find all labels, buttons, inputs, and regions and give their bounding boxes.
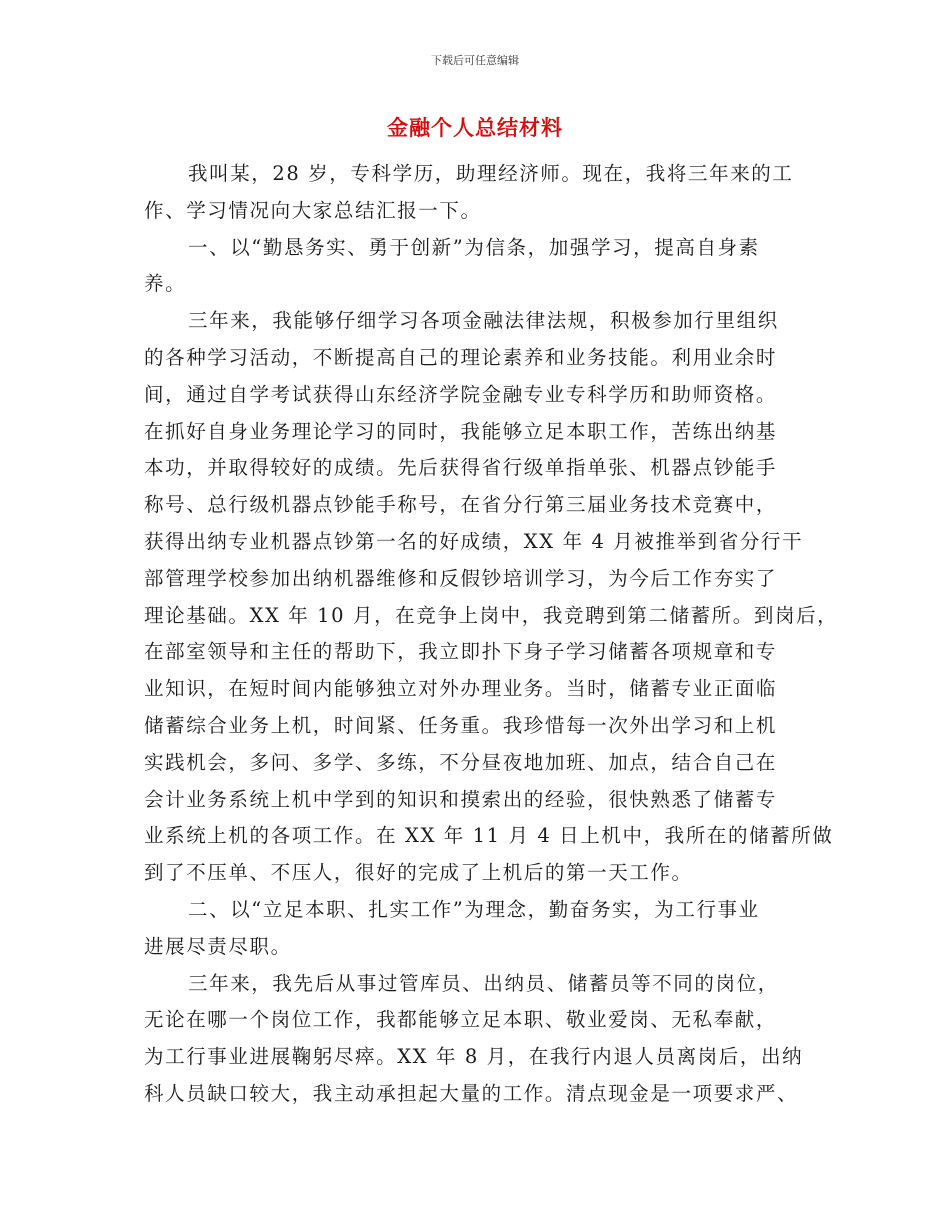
text-line: 三年来，我先后从事过管库员、出纳员、储蓄员等不同的岗位， — [188, 971, 779, 995]
text-line: 我叫某，28 岁，专科学历，助理经济师。现在，我将三年来的工 — [188, 162, 794, 185]
text-line: 实践机会，多问、多学、多练，不分昼夜地加班、加点，结合自己在 — [144, 750, 778, 774]
document-body — [144, 156, 839, 1113]
section-heading-line: 养。 — [144, 272, 187, 296]
page-header: 下载后可任意编辑 — [431, 54, 519, 67]
text-line: 称号、总行级机器点钞能手称号，在省分行第三届业务技术竞赛中， — [144, 493, 778, 517]
text-line: 三年来，我能够仔细学习各项金融法律法规，积极参加行里组织 — [188, 309, 779, 333]
text-line: 会计业务系统上机中学到的知识和摸索出的经验，很快熟悉了储蓄专 — [144, 787, 778, 811]
text-line: 为工行事业进展鞠躬尽瘁。XX 年 8 月，在我行内退人员离岗后，出纳 — [144, 1045, 804, 1069]
text-line: 在部室领导和主任的帮助下，我立即扑下身子学习储蓄各项规章和专 — [144, 640, 778, 664]
text-line: 作、学习情况向大家总结汇报一下。 — [144, 198, 482, 222]
text-line: 获得出纳专业机器点钞第一名的好成绩，XX 年 4 月被推举到省分行干 — [144, 529, 804, 553]
text-line: 的各种学习活动，不断提高自己的理论素养和业务技能。利用业余时 — [144, 345, 778, 369]
text-line: 在抓好自身业务理论学习的同时，我能够立足本职工作，苦练出纳基 — [144, 419, 778, 443]
text-line: 无论在哪一个岗位工作，我都能够立足本职、敬业爱岗、无私奉献， — [144, 1008, 778, 1032]
text-line: 到了不压单、不压人，很好的完成了上机后的第一天工作。 — [144, 861, 693, 885]
text-line: 业系统上机的各项工作。在 XX 年 11 月 4 日上机中，我所在的储蓄所做 — [144, 824, 834, 848]
document-title: 金融个人总结材料 — [387, 116, 563, 140]
text-line: 本功，并取得较好的成绩。先后获得省行级单指单张、机器点钞能手 — [144, 456, 778, 480]
section-heading-line: 二、以“立足本职、扎实工作”为理念，勤奋务实，为工行事业 — [188, 897, 760, 921]
text-line: 间，通过自学考试获得山东经济学院金融专业专科学历和助师资格。 — [144, 382, 778, 406]
section-heading-line: 进展尽责尽职。 — [144, 934, 292, 958]
section-heading-line: 一、以“勤恳务实、勇于创新”为信条，加强学习，提高自身素 — [188, 235, 760, 259]
text-line: 科人员缺口较大，我主动承担起大量的工作。清点现金是一项要求严、 — [144, 1081, 799, 1105]
text-line: 部管理学校参加出纳机器维修和反假钞培训学习，为今后工作夯实了 — [144, 566, 778, 590]
text-line: 理论基础。XX 年 10 月，在竞争上岗中，我竞聘到第二储蓄所。到岗后， — [144, 603, 839, 627]
text-line: 业知识，在短时间内能够独立对外办理业务。当时，储蓄专业正面临 — [144, 677, 778, 701]
text-line: 储蓄综合业务上机，时间紧、任务重。我珍惜每一次外出学习和上机 — [144, 713, 778, 737]
